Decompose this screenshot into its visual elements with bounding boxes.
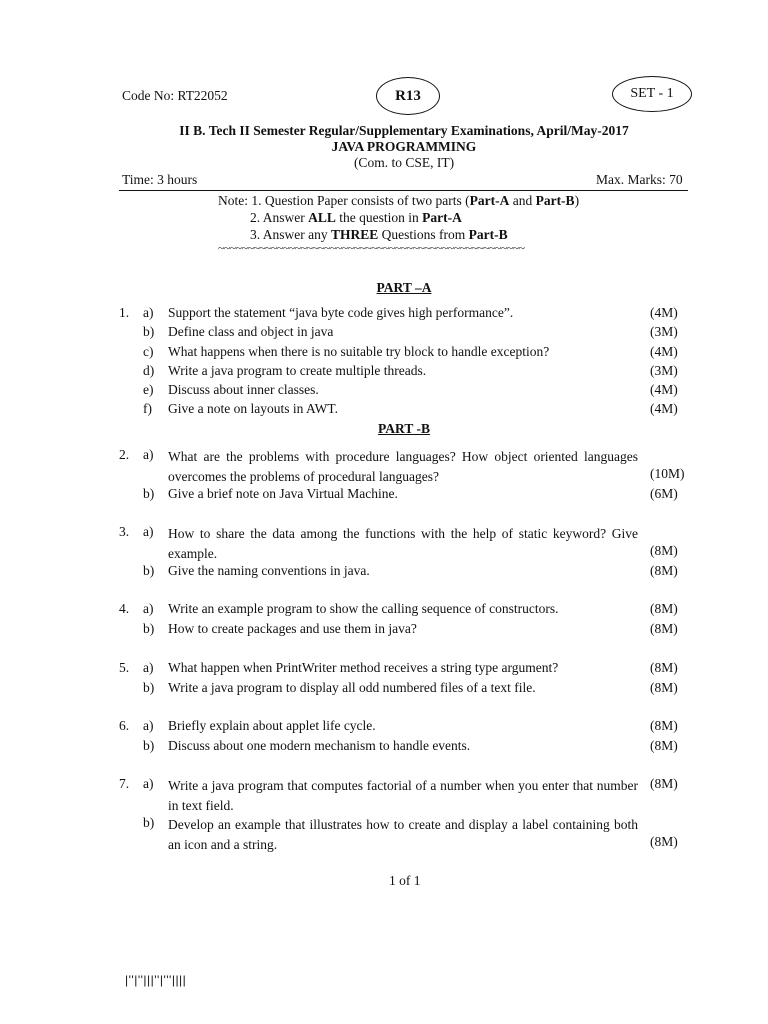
sub-label: b) (143, 486, 155, 501)
question-marks: (8M) (650, 834, 678, 849)
question-text: Write a java program to display all odd numbered files of a text file. (168, 680, 536, 695)
question-text: Discuss about one modern mechanism to handle events. (168, 738, 471, 753)
question-text: Write a java program to create multiple threads. (168, 363, 427, 378)
question-marks: (4M) (650, 305, 678, 320)
sub-label: c) (143, 344, 154, 359)
subject-title: JAVA PROGRAMMING (331, 139, 477, 154)
regulation-badge (376, 77, 440, 115)
question-marks: (8M) (650, 563, 678, 578)
sub-label: a) (143, 660, 154, 675)
note-1-text: Note: 1. Question Paper consists of two parts ( (218, 193, 470, 208)
exam-title: II B. Tech II Semester Regular/Supplementary Examinations, April/May-2017 (179, 123, 629, 138)
question-text: Give a brief note on Java Virtual Machine. (168, 486, 398, 501)
note-3-text: 3. Answer any (250, 227, 331, 242)
question-marks: (4M) (650, 344, 678, 359)
sub-label: b) (143, 815, 155, 830)
question-number: 4. (119, 601, 130, 616)
question-text: Develop an example that illustrates how to create and display a label containing both an icon and a string. (168, 817, 638, 852)
question-text: Support the statement “java byte code gives high performance”. (168, 305, 514, 320)
question-text: What happens when there is no suitable try block to handle exception? (168, 344, 550, 359)
question-text: Define class and object in java (168, 324, 334, 339)
question-marks: (8M) (650, 738, 678, 753)
sub-label: a) (143, 718, 154, 733)
note-2-text: 2. Answer (250, 210, 309, 225)
note-3-three: THREE (331, 227, 379, 242)
set-badge (612, 76, 692, 112)
part-a-title: PART –A (376, 280, 432, 295)
note-1 (218, 193, 579, 209)
question-marks: (4M) (650, 401, 678, 416)
tilde-separator: ~~~~~~~~~~~~~~~~~~~~~~~~~~~~~~~~~~~~~~~~~~~~~~~~~~~~ (218, 241, 525, 255)
sub-label: f) (143, 401, 152, 416)
question-marks: (8M) (650, 680, 678, 695)
sub-label: e) (143, 382, 154, 397)
sub-label: b) (143, 738, 155, 753)
page-number: 1 of 1 (389, 873, 421, 888)
header-divider (119, 190, 688, 191)
note-1-part-a: Part-A (469, 193, 510, 208)
note-1-and: and (509, 193, 536, 208)
question-text: Discuss about inner classes. (168, 382, 319, 397)
sub-label: b) (143, 324, 155, 339)
question-marks: (8M) (650, 601, 678, 616)
question-marks: (3M) (650, 363, 678, 378)
sub-label: a) (143, 601, 154, 616)
branches: (Com. to CSE, IT) (353, 155, 455, 170)
regulation-label: R13 (395, 87, 421, 104)
note-1-part-b: Part-B (535, 193, 575, 208)
sub-label: d) (143, 363, 155, 378)
question-number: 2. (119, 447, 130, 462)
question-marks: (4M) (650, 382, 678, 397)
question-marks: (10M) (650, 466, 685, 481)
question-number: 1. (119, 305, 130, 320)
question-marks: (3M) (650, 324, 678, 339)
note-1-close: ) (574, 193, 580, 208)
question-text: What are the problems with procedure languages? How object oriented languages overcomes the problems of procedural languages? (168, 449, 638, 484)
code-number: Code No: RT22052 (122, 88, 228, 103)
question-number: 5. (119, 660, 130, 675)
sub-label: a) (143, 776, 154, 791)
question-text: Write an example program to show the calling sequence of constructors. (168, 601, 559, 616)
question-text: Briefly explain about applet life cycle. (168, 718, 376, 733)
question-marks: (8M) (650, 718, 678, 733)
question-number: 6. (119, 718, 130, 733)
note-2-all: ALL (308, 210, 336, 225)
question-marks: (6M) (650, 486, 678, 501)
note-2 (250, 210, 462, 226)
sub-label: a) (143, 447, 154, 462)
question-text: Write a java program that computes factorial of a number when you enter that number in text field. (168, 778, 638, 813)
note-2-part-a: Part-A (422, 210, 462, 225)
sub-label: a) (143, 524, 154, 539)
question-number: 7. (119, 776, 130, 791)
question-text: Give a note on layouts in AWT. (168, 401, 339, 416)
sub-label: b) (143, 680, 155, 695)
sub-label: a) (143, 305, 154, 320)
set-label: SET - 1 (630, 86, 674, 101)
question-number: 3. (119, 524, 130, 539)
question-text: How to create packages and use them in java? (168, 621, 417, 636)
max-marks: Max. Marks: 70 (596, 172, 683, 187)
note-3-part-b: Part-B (468, 227, 508, 242)
note-3-mid: Questions from (378, 227, 469, 242)
barcode-text: |''|''|||''|'''|||| (125, 973, 187, 987)
question-marks: (8M) (650, 543, 678, 558)
question-marks: (8M) (650, 776, 678, 791)
sub-label: b) (143, 621, 155, 636)
time-allowed: Time: 3 hours (122, 172, 198, 187)
question-text: How to share the data among the functions with the help of static keyword? Give example. (168, 526, 638, 561)
note-2-mid: the question in (335, 210, 423, 225)
question-text: What happen when PrintWriter method receives a string type argument? (168, 660, 559, 675)
question-marks: (8M) (650, 660, 678, 675)
sub-label: b) (143, 563, 155, 578)
part-b-title: PART -B (378, 421, 430, 436)
question-text: Give the naming conventions in java. (168, 563, 370, 578)
question-marks: (8M) (650, 621, 678, 636)
